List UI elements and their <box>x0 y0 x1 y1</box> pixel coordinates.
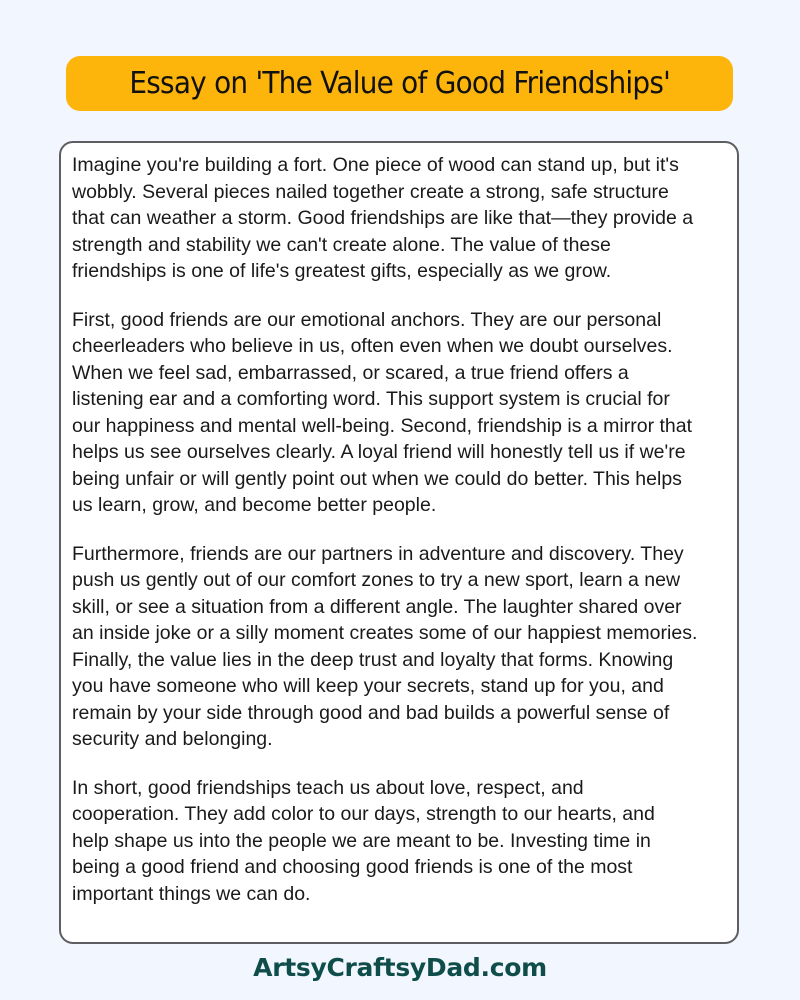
text-line: help shape us into the people we are meant to be. Investing time in <box>72 829 651 852</box>
text-line: that can weather a storm. Good friendships are like that—they provide a <box>72 207 694 229</box>
text-line: First, good friends are our emotional anchors. They are our personal <box>72 308 662 331</box>
text-line: you have someone who will keep your secrets, stand up for you, and <box>72 675 664 697</box>
text-line: Finally, the value lies in the deep trust and loyalty that forms. Knowing <box>72 648 674 671</box>
website-watermark: ArtsyCraftsyDad.com <box>253 953 547 982</box>
text-line: being a good friend and choosing good friends is one of the most <box>72 856 633 878</box>
text-line: listening ear and a comforting word. This support system is crucial for <box>72 388 670 410</box>
text-line: important things we can do. <box>72 882 311 905</box>
text-line: Imagine you're building a fort. One piece of wood can stand up, but it's <box>72 154 679 176</box>
text-line: skill, or see a situation from a different angle. The laughter shared over <box>72 595 682 618</box>
text-line: push us gently out of our comfort zones to try a new sport, learn a new <box>72 569 681 591</box>
paragraph-intro <box>72 152 737 285</box>
essay-card <box>59 141 739 944</box>
text-line: When we feel sad, embarrassed, or scared, a true friend offers a <box>72 361 629 384</box>
text-line: an inside joke or a silly moment creates some of our happiest memories. <box>72 622 698 644</box>
text-line: helps us see ourselves clearly. A loyal friend will honestly tell us if we're <box>72 441 686 463</box>
text-line: strength and stability we can't create alone. The value of these <box>72 233 611 256</box>
text-line: security and belonging. <box>72 728 273 750</box>
text-line: Furthermore, friends are our partners in adventure and discovery. They <box>72 542 684 565</box>
text-line: cheerleaders who believe in us, often even when we doubt ourselves. <box>72 335 673 357</box>
footer <box>0 953 800 982</box>
text-line: us learn, grow, and become better people. <box>72 494 437 516</box>
text-line: being unfair or will gently point out when we could do better. This helps <box>72 467 682 490</box>
text-line: our happiness and mental well-being. Second, friendship is a mirror that <box>72 414 693 437</box>
text-line: remain by your side through good and bad builds a powerful sense of <box>72 701 670 724</box>
paragraph-conclusion <box>72 775 737 908</box>
text-line: friendships is one of life's greatest gifts, especially as we grow. <box>72 260 612 282</box>
paragraph-body-1 <box>72 307 737 519</box>
text-line: In short, good friendships teach us about love, respect, and <box>72 776 584 799</box>
text-line: cooperation. They add color to our days, strength to our hearts, and <box>72 803 655 825</box>
paragraph-body-2 <box>72 541 737 753</box>
text-line: wobbly. Several pieces nailed together create a strong, safe structure <box>72 180 669 203</box>
page-title: Essay on 'The Value of Good Friendships' <box>129 66 670 101</box>
title-banner <box>66 56 733 111</box>
